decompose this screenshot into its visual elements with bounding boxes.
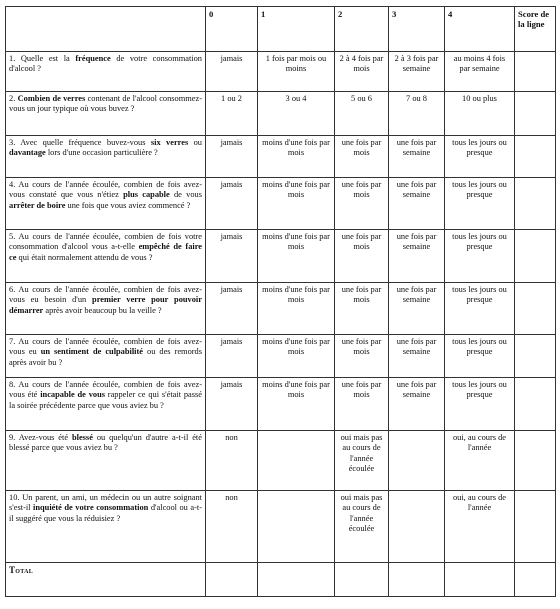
question-emphasis: inquiété de votre consommation <box>33 503 149 513</box>
total-cell-2 <box>335 563 389 597</box>
answer-option-1: 3 ou 4 <box>258 92 335 136</box>
line-score-cell[interactable] <box>515 52 556 92</box>
table-row <box>6 283 556 335</box>
answer-option-4: tous les jours ou presque <box>445 378 515 431</box>
table-row <box>6 230 556 283</box>
answer-option-3: une fois par semaine <box>389 230 445 283</box>
header-question <box>6 7 206 52</box>
question-text: 5. Au cours de l'année écoulée, combien de fois votre consommation d'alcool vous a-t-elle <box>9 232 202 252</box>
line-score-cell[interactable] <box>515 136 556 178</box>
header-score-2: 2 <box>335 7 389 52</box>
question-text: lors d'une occasion particulière ? <box>45 148 158 158</box>
total-score-cell[interactable] <box>515 563 556 597</box>
answer-option-3: une fois par semaine <box>389 283 445 335</box>
answer-option-3: une fois par semaine <box>389 378 445 431</box>
answer-option-1: moins d'une fois par mois <box>258 335 335 378</box>
answer-option-2: une fois par mois <box>335 230 389 283</box>
header-line-score: Score de la ligne <box>515 7 556 52</box>
total-row <box>6 563 556 597</box>
total-cell-1 <box>258 563 335 597</box>
answer-option-4: tous les jours ou presque <box>445 178 515 230</box>
answer-option-0: jamais <box>206 378 258 431</box>
question-cell <box>6 52 206 92</box>
question-emphasis: incapable de vous <box>40 390 105 400</box>
question-text: après avoir beaucoup bu la veille ? <box>43 305 162 315</box>
answer-option-1: moins d'une fois par mois <box>258 283 335 335</box>
answer-option-0: non <box>206 491 258 563</box>
table-row <box>6 431 556 491</box>
question-cell <box>6 178 206 230</box>
table-row <box>6 335 556 378</box>
table-row <box>6 491 556 563</box>
answer-option-2: une fois par mois <box>335 335 389 378</box>
header-score-4: 4 <box>445 7 515 52</box>
header-score-0: 0 <box>206 7 258 52</box>
question-cell <box>6 136 206 178</box>
answer-option-1: 1 fois par mois ou moins <box>258 52 335 92</box>
total-label: Total <box>6 563 206 597</box>
question-text: 7. Au cours de l'année écoulée, combien de fois avez-vous eu <box>9 337 202 357</box>
line-score-cell[interactable] <box>515 378 556 431</box>
answer-option-1 <box>258 431 335 491</box>
table-row <box>6 52 556 92</box>
question-text: 2. <box>9 94 18 103</box>
question-cell <box>6 335 206 378</box>
question-text: ou des remords après avoir bu ? <box>9 347 202 367</box>
line-score-cell[interactable] <box>515 178 556 230</box>
question-emphasis: blessé <box>71 433 93 442</box>
answer-option-3 <box>389 431 445 491</box>
audit-questionnaire-table <box>5 6 556 597</box>
question-text: contenant de l'alcool consommez-vous un jour typique où vous buvez ? <box>9 94 202 114</box>
question-emphasis: fréquence <box>75 54 111 63</box>
question-text: 8. Au cours de l'année écoulée, combien de fois avez-vous été <box>9 380 202 400</box>
line-score-cell[interactable] <box>515 491 556 563</box>
question-emphasis: un sentiment de culpabilité <box>40 347 144 357</box>
header-score-3: 3 <box>389 7 445 52</box>
total-cell-0 <box>206 563 258 597</box>
answer-option-4: 10 ou plus <box>445 92 515 136</box>
answer-option-2: une fois par mois <box>335 136 389 178</box>
answer-option-0: jamais <box>206 230 258 283</box>
answer-option-4: tous les jours ou presque <box>445 136 515 178</box>
answer-option-4: au moins 4 fois par semaine <box>445 52 515 92</box>
answer-option-1 <box>258 491 335 563</box>
question-text: 10. Un parent, un ami, un médecin ou un autre soignant s'est-il <box>9 493 202 513</box>
answer-option-3 <box>389 491 445 563</box>
question-text: 9. Avez-vous été <box>9 433 72 442</box>
question-text: 3. Avec quelle fréquence buvez-vous <box>9 138 151 147</box>
question-emphasis: premier verre pour pouvoir démarrer <box>9 295 202 315</box>
question-cell <box>6 431 206 491</box>
question-emphasis: Combien de verres <box>17 94 86 103</box>
answer-option-4: tous les jours ou presque <box>445 230 515 283</box>
answer-option-1: moins d'une fois par mois <box>258 136 335 178</box>
answer-option-3: une fois par semaine <box>389 335 445 378</box>
answer-option-2: une fois par mois <box>335 378 389 431</box>
question-text: 4. Au cours de l'année écoulée, combien de fois avez-vous constaté que vous n'étiez <box>9 180 202 200</box>
answer-option-0: jamais <box>206 178 258 230</box>
answer-option-2: 5 ou 6 <box>335 92 389 136</box>
question-emphasis: davantage <box>9 148 46 158</box>
question-text: rappeler ce qui s'était passé la soirée précédente parce que vous aviez bu ? <box>9 390 202 410</box>
question-text: ou <box>188 138 202 147</box>
line-score-cell[interactable] <box>515 230 556 283</box>
table-row <box>6 136 556 178</box>
answer-option-0: jamais <box>206 136 258 178</box>
answer-option-0: jamais <box>206 52 258 92</box>
question-text: qui était normalement attendu de vous ? <box>16 252 153 262</box>
question-cell <box>6 230 206 283</box>
answer-option-0: 1 ou 2 <box>206 92 258 136</box>
header-score-1: 1 <box>258 7 335 52</box>
question-cell <box>6 92 206 136</box>
question-emphasis: empêché de faire ce <box>9 242 202 262</box>
total-cell-3 <box>389 563 445 597</box>
table-row <box>6 92 556 136</box>
question-text: 6. Au cours de l'année écoulée, combien de fois avez-vous eu besoin d'un <box>9 285 202 305</box>
line-score-cell[interactable] <box>515 335 556 378</box>
question-cell <box>6 378 206 431</box>
header-row <box>6 7 556 52</box>
answer-option-3: une fois par semaine <box>389 178 445 230</box>
line-score-cell[interactable] <box>515 431 556 491</box>
question-text: de vous <box>169 190 202 200</box>
table-row <box>6 378 556 431</box>
answer-option-2: une fois par mois <box>335 178 389 230</box>
table-body <box>6 52 556 597</box>
answer-option-4: tous les jours ou presque <box>445 335 515 378</box>
question-text: une fois que vous aviez commencé ? <box>65 200 191 210</box>
answer-option-3: 2 à 3 fois par semaine <box>389 52 445 92</box>
answer-option-2: une fois par mois <box>335 283 389 335</box>
question-text: 1. Quelle est la <box>9 54 76 63</box>
line-score-cell[interactable] <box>515 92 556 136</box>
answer-option-2: 2 à 4 fois par mois <box>335 52 389 92</box>
answer-option-3: 7 ou 8 <box>389 92 445 136</box>
answer-option-4: tous les jours ou presque <box>445 283 515 335</box>
answer-option-2: oui mais pas au cours de l'année écoulée <box>335 491 389 563</box>
answer-option-4: oui, au cours de l'année <box>445 491 515 563</box>
answer-option-1: moins d'une fois par mois <box>258 230 335 283</box>
answer-option-2: oui mais pas au cours de l'année écoulée <box>335 431 389 491</box>
answer-option-0: non <box>206 431 258 491</box>
answer-option-0: jamais <box>206 335 258 378</box>
question-emphasis: arrêter de boire <box>9 200 66 210</box>
line-score-cell[interactable] <box>515 283 556 335</box>
question-cell <box>6 491 206 563</box>
question-emphasis: plus capable <box>123 190 170 200</box>
question-emphasis: six verres <box>150 138 189 147</box>
answer-option-1: moins d'une fois par mois <box>258 178 335 230</box>
table-row <box>6 178 556 230</box>
answer-option-1: moins d'une fois par mois <box>258 378 335 431</box>
question-cell <box>6 283 206 335</box>
total-cell-4 <box>445 563 515 597</box>
question-text: ou quelqu'un d'autre a-t-il été blessé parce que vous aviez bu ? <box>9 433 202 453</box>
answer-option-3: une fois par semaine <box>389 136 445 178</box>
question-text: d'alcool ou a-t-il suggéré que vous la réduisiez ? <box>9 503 202 523</box>
question-text: de votre consommation d'alcool ? <box>9 54 202 74</box>
table-header <box>6 7 556 52</box>
answer-option-4: oui, au cours de l'année <box>445 431 515 491</box>
answer-option-0: jamais <box>206 283 258 335</box>
